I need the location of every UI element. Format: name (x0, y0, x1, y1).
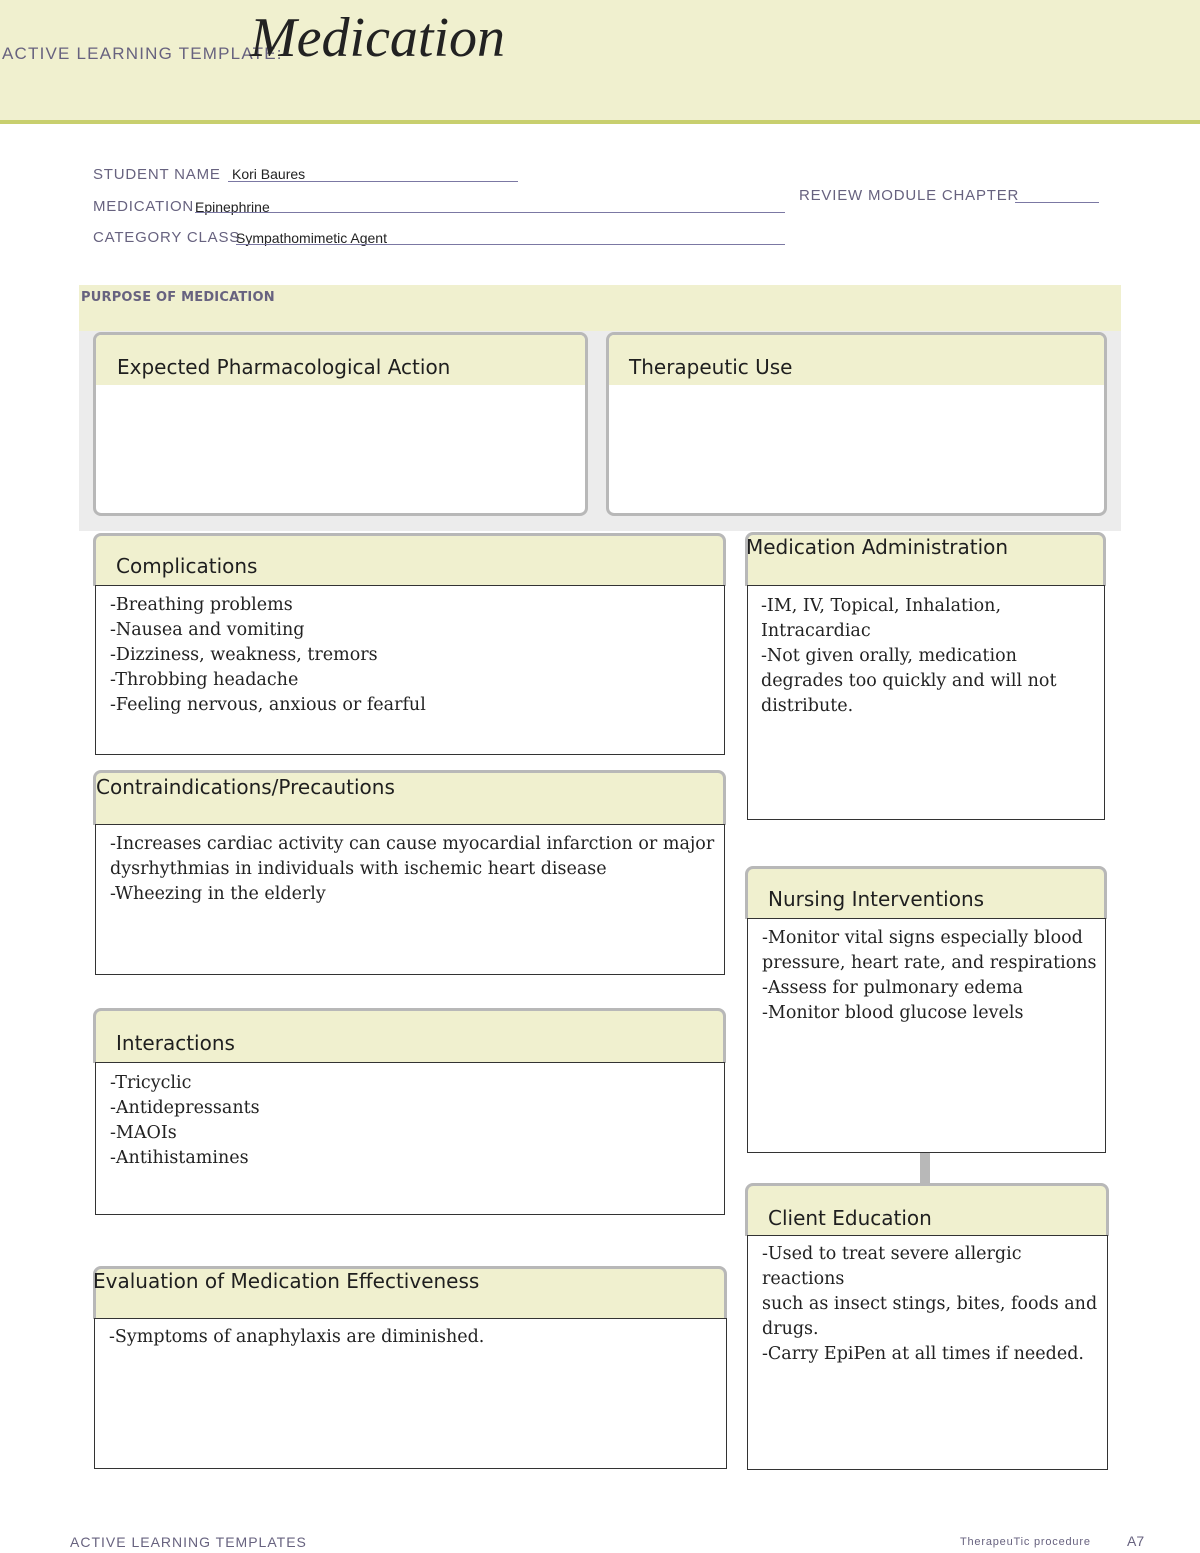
therapeutic-use-box (606, 332, 1107, 516)
category-class-label: CATEGORY CLASS (93, 229, 241, 246)
administration-title: Medication Administration (746, 535, 1009, 559)
evaluation-header (93, 1266, 727, 1319)
administration-header (745, 532, 1106, 586)
medication-underline (195, 212, 785, 213)
complications-box[interactable] (95, 585, 725, 755)
medication-value[interactable]: Epinephrine (195, 199, 270, 215)
education-text: -Used to treat severe allergic reactions such as insect stings, bites, foods and drugs. -Carry EpiPen at all times if needed. (762, 1244, 1098, 1364)
contraindications-text: -Increases cardiac activity can cause myocardial infarction or major dysrhythmias in individuals with ischemic heart disease -Wheezing in the elderly (110, 834, 715, 904)
therapeutic-use-header (609, 335, 1104, 385)
student-name-underline (228, 181, 518, 182)
contraindications-header (93, 770, 726, 825)
student-name-label: STUDENT NAME (93, 166, 221, 183)
expected-action-header (96, 335, 585, 385)
purpose-label: PURPOSE OF MEDICATION (81, 290, 275, 305)
interactions-header (93, 1008, 726, 1063)
education-title: Client Education (768, 1206, 932, 1230)
connector-bar (920, 1153, 930, 1183)
category-class-underline (236, 244, 785, 245)
complications-text: -Breathing problems -Nausea and vomiting -Dizziness, weakness, tremors -Throbbing headache -Feeling nervous, anxious or fearful (110, 595, 426, 715)
evaluation-box[interactable] (94, 1318, 727, 1469)
nursing-header (745, 866, 1107, 919)
complications-header (93, 533, 726, 586)
category-class-value[interactable]: Sympathomimetic Agent (236, 230, 387, 246)
complications-title: Complications (116, 554, 258, 578)
footer-procedure: TherapeuTic procedure (960, 1536, 1091, 1548)
expected-action-title: Expected Pharmacological Action (117, 355, 451, 379)
education-box[interactable] (747, 1235, 1108, 1470)
template-label: ACTIVE LEARNING TEMPLATE: (2, 44, 283, 63)
interactions-box[interactable] (95, 1062, 725, 1215)
page-title: Medication (250, 7, 506, 69)
review-module-label: REVIEW MODULE CHAPTER (799, 187, 1020, 204)
expected-action-box (93, 332, 588, 516)
student-name-value[interactable]: Kori Baures (232, 166, 306, 182)
nursing-text: -Monitor vital signs especially blood pressure, heart rate, and respirations -Assess for pulmonary edema -Monitor blood glucose levels (762, 928, 1097, 1023)
contraindications-box[interactable] (95, 824, 725, 975)
education-header (745, 1183, 1109, 1236)
therapeutic-use-title: Therapeutic Use (629, 355, 793, 379)
page-number: A7 (1127, 1533, 1145, 1549)
contraindications-title: Contraindications/Precautions (96, 775, 395, 799)
review-module-underline[interactable] (1015, 202, 1099, 203)
nursing-box[interactable] (747, 918, 1106, 1153)
nursing-title: Nursing Interventions (768, 887, 985, 911)
administration-text: -IM, IV, Topical, Inhalation, Intracardiac -Not given orally, medication degrades too quickly and will not distribute. (761, 596, 1057, 716)
footer-label: ACTIVE LEARNING TEMPLATES (70, 1534, 307, 1550)
interactions-title: Interactions (116, 1031, 235, 1055)
evaluation-title: Evaluation of Medication Effectiveness (93, 1269, 480, 1293)
administration-box[interactable] (747, 585, 1105, 820)
evaluation-text: -Symptoms of anaphylaxis are diminished. (109, 1327, 485, 1347)
medication-label: MEDICATION (93, 198, 195, 215)
interactions-text: -Tricyclic -Antidepressants -MAOIs -Antihistamines (110, 1073, 260, 1168)
